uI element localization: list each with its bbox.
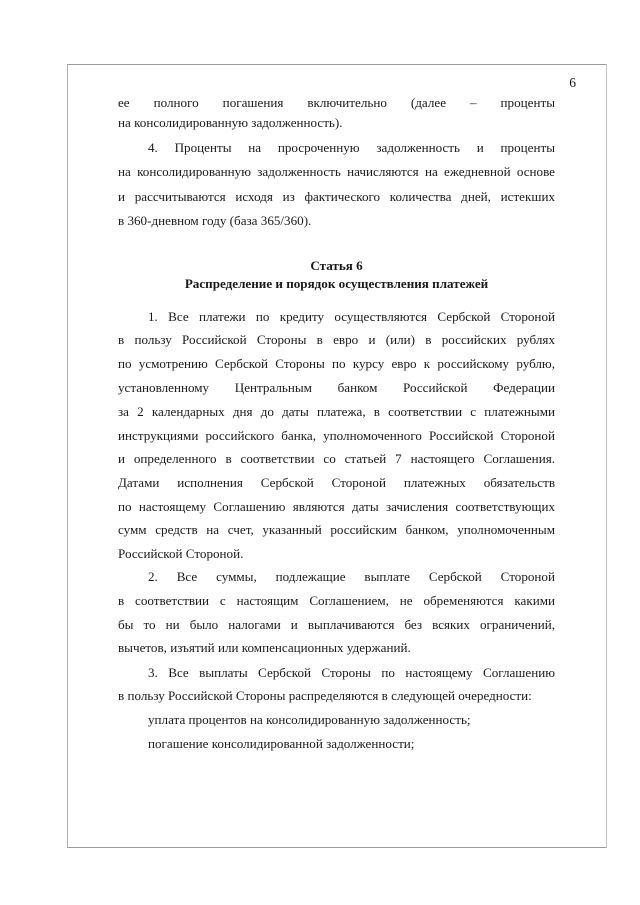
paragraph-line: в соответствии с настоящим Соглашением, не обременяются какими <box>118 593 555 608</box>
paragraph-line: в пользу Российской Стороны в евро и (или) в российских рублях <box>118 332 555 347</box>
paragraph-line: 1. Все платежи по кредиту осуществляются Сербской Стороной <box>148 309 555 324</box>
paragraph-line: 2. Все суммы, подлежащие выплате Сербской Стороной <box>148 569 555 584</box>
page-number: 6 <box>569 75 576 90</box>
paragraph-line: и рассчитываются исходя из фактического количества дней, истекших <box>118 189 555 204</box>
paragraph-line: установленному Центральным банком Российской Федерации <box>118 380 555 395</box>
article-number: Статья 6 <box>310 258 363 273</box>
paragraph-line: и определенного в соответствии со статьей 7 настоящего Соглашения. <box>118 451 555 466</box>
article-title: Распределение и порядок осуществления платежей <box>184 276 489 291</box>
paragraph-line: сумм средств на счет, указанный российским банком, уполномоченным <box>118 522 555 537</box>
paragraph-line: по усмотрению Сербской Стороны по курсу евро к российскому рублю, <box>118 356 555 371</box>
paragraph-line: за 2 календарных дня до даты платежа, в соответствии с платежными <box>118 404 555 419</box>
list-item: уплата процентов на консолидированную задолженность; <box>148 712 471 727</box>
list-item: погашение консолидированной задолженности; <box>148 736 415 751</box>
paragraph-line: 3. Все выплаты Сербской Стороны по настоящему Соглашению <box>148 665 555 680</box>
paragraph-line: 4. Проценты на просроченную задолженность и проценты <box>148 140 555 155</box>
paragraph-line: на консолидированную задолженность). <box>118 115 343 130</box>
paragraph-line: на консолидированную задолженность начисляются на ежедневной основе <box>118 164 555 179</box>
paragraph-line: вычетов, изъятий или компенсационных удержаний. <box>118 640 411 655</box>
paragraph-line: Российской Стороной. <box>118 546 244 561</box>
paragraph-line: в пользу Российской Стороны распределяются в следующей очередности: <box>118 688 532 703</box>
paragraph-line: бы то ни было налогами и выплачиваются без всяких ограничений, <box>118 617 555 632</box>
paragraph-line: Датами исполнения Сербской Стороной платежных обязательств <box>118 475 555 490</box>
paragraph-line: инструкциями российского банка, уполномоченного Российской Стороной <box>118 428 555 443</box>
paragraph-line: по настоящему Соглашению являются даты зачисления соответствующих <box>118 499 555 514</box>
paragraph-line: в 360-дневном году (база 365/360). <box>118 213 312 228</box>
paragraph-line: ее полного погашения включительно (далее – проценты <box>118 95 555 110</box>
